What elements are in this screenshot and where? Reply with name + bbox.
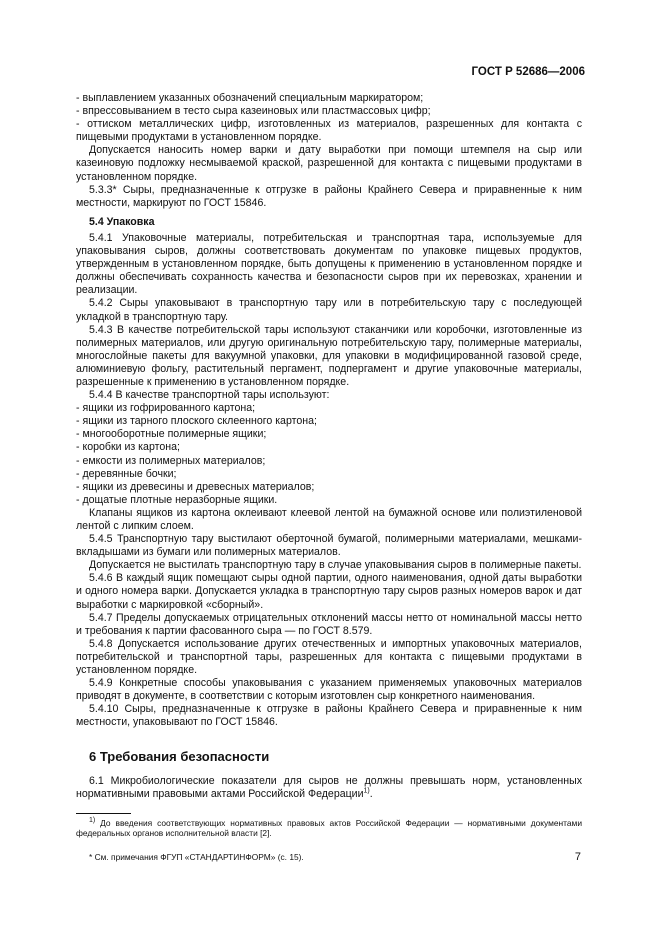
list-item: - ящики из тарного плоского склеенного картона; [76,415,317,428]
list-item: - дощатые плотные неразборные ящики. [76,493,278,506]
footnote-divider [76,813,131,814]
paragraph: 5.4.4 В качестве транспортной тары используют: [89,389,330,402]
paragraph: 5.4.8 Допускается использование других отечественных и импортных упаковочных материалов, потребительской и транспортной тары, разрешенных для контакта с пищевыми продуктами в установленном порядке. [76,637,582,677]
paragraph: 5.4.9 Конкретные способы упаковывания с указанием применяемых упаковочных материалов приводят в документе, в соответствии с которым изготовлен сыр конкретного наименования. [76,677,582,703]
document-header: ГОСТ Р 52686—2006 [471,66,585,78]
footnote-text: До введения соответствующих нормативных правовых актов Российской Федерации — нормативными документами федеральных органов исполнительной власти [2]. [76,817,582,839]
paragraph-end: . [369,787,373,800]
list-item: - деревянные бочки; [76,467,177,480]
paragraph: Допускается наносить номер варки и дату выработки при помощи штемпеля на сыр или казеиновую подложку несмываемой краской, разрешенной для контакта с пищевыми продуктами в установленном порядке. [76,144,582,183]
paragraph: 5.4.5 Транспортную тару выстилают оберточной бумагой, полимерными материалами, мешками-вкладышами из бумаги или полимерных материалов. [76,533,582,559]
paragraph: 5.4.2 Сыры упаковывают в транспортную тару или в потребительскую тару с последующей укладкой в транспортную тару. [76,297,582,323]
paragraph: 5.3.3* Сыры, предназначенные к отгрузке в районы Крайнего Севера и приравненные к ним местности, маркируют по ГОСТ 15846. [76,183,582,209]
list-item: - многооборотные полимерные ящики; [76,428,267,441]
page-number: 7 [574,851,581,863]
paragraph [76,775,582,801]
list-item: - выплавлением указанных обозначений специальным маркиратором; [76,92,424,104]
paragraph: 5.4.6 В каждый ящик помещают сыры одной партии, одного наименования, одной даты выработки и одного номера варки. Допускается укладка в транспортную тару сыров разных номеров варок и дат выработки с маркировкой «сборный». [76,572,582,611]
list-item: - оттиском металлических цифр, изготовленных из материалов, разрешенных для контакта с пищевыми продуктами в установленном порядке. [76,118,582,144]
paragraph-text: 6.1 Микробиологические показатели для сыров не должны превышать норм, установленных нормативными правовыми актами Российской Федерации [76,774,582,800]
paragraph: 5.4.1 Упаковочные материалы, потребительская и транспортная тара, используемые для упаковывания сыров, должны соответствовать документам по упаковке пищевых продуктов, утвержденным в установленном порядке, быть допущены к применению в установленном порядке и должны обеспечивать сохранность качества и безопасности сыров при их перевозках, хранении и реализации. [76,231,582,297]
list-item: - впрессовыванием в тесто сыра казеиновых или пластмассовых цифр; [76,105,431,118]
document-body [76,92,582,862]
footnote-reference: 1) [363,787,370,795]
paragraph: Клапаны ящиков из картона оклеивают клеевой лентой на бумажной основе или полиэтиленовой лентой с липким слоем. [76,506,582,532]
paragraph: 5.4.3 В качестве потребительской тары используют стаканчики или коробочки, изготовленные из полимерных материалов, или другую оригинальную потребительскую тару, полимерные материалы, многослойные пакеты для вакуумной упаковки, для упаковки в модифицированной газовой среде, алюминиевую фольгу, растительный пергамент, подпергамент и другие упаковочные материалы, разрешенные к применению в установленном порядке. [76,323,582,388]
footnote [76,818,582,839]
footnote-marker: 1) [89,816,96,824]
list-item: - ящики из гофрированного картона; [76,402,256,415]
list-item: - емкости из полимерных материалов; [76,454,266,467]
list-item: - ящики из древесины и древесных материалов; [76,480,315,493]
section-heading: 5.4 Упаковка [89,215,155,228]
paragraph: Допускается не выстилать транспортную тару в случае упаковывания сыров в полимерные пакеты. [89,559,582,572]
paragraph: 5.4.10 Сыры, предназначенные к отгрузке в районы Крайнего Севера и приравненные к ним местности, упаковывают по ГОСТ 15846. [76,703,582,729]
section-heading: 6 Требования безопасности [89,748,270,764]
paragraph: 5.4.7 Пределы допускаемых отрицательных отклонений массы нетто от номинальной массы нетто и требования к партии фасованного сыра — по ГОСТ 8.579. [76,611,582,637]
footnote: * См. примечания ФГУП «СТАНДАРТИНФОРМ» (с. 15). [89,851,304,862]
list-item: - коробки из картона; [76,441,180,454]
